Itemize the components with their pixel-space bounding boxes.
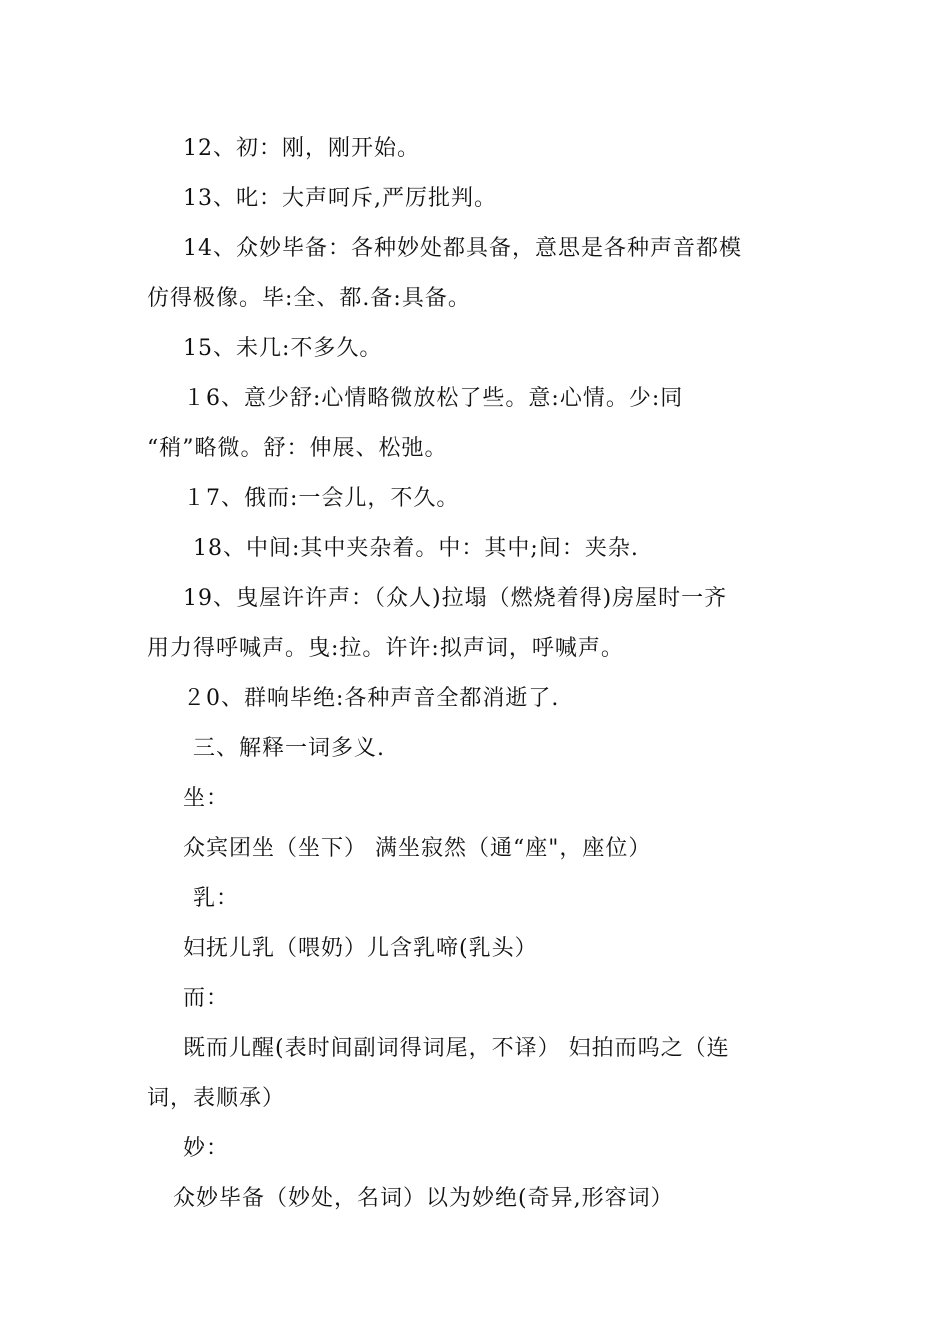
note-15: 15、未几:不多久。 [183,336,383,361]
word-ru: 乳： [193,886,240,911]
note-19-cont: 用力得呼喊声。曳:拉。许许:拟声词，呼喊声。 [147,636,624,661]
note-14: 14、众妙毕备：各种妙处都具备，意思是各种声音都模 [183,236,742,261]
note-19: 19、曳屋许许声：（众人)拉塌（燃烧着得)房屋时一齐 [183,586,728,611]
note-16-cont: “稍”略微。舒：伸展、松弛。 [147,436,448,461]
note-17: １7、俄而:一会儿，不久。 [183,486,460,511]
note-13: 13、叱：大声呵斥,严厉批判。 [183,186,497,211]
word-zuo: 坐： [183,786,230,811]
word-miao: 妙： [183,1136,230,1161]
note-12: 12、初：刚，刚开始。 [183,136,420,161]
note-20: ２0、群响毕绝:各种声音全都消逝了. [183,686,560,711]
note-14-cont: 仿得极像。毕:全、都.备:具备。 [147,286,471,311]
word-ru-examples: 妇抚儿乳（喂奶）儿含乳啼(乳头） [183,936,538,961]
word-miao-examples: 众妙毕备（妙处，名词）以为妙绝(奇异,形容词） [173,1186,674,1211]
word-er-examples-cont: 词，表顺承） [147,1086,286,1111]
word-er: 而： [183,986,230,1011]
note-18: 18、中间:其中夹杂着。中：其中;间：夹杂. [193,536,639,561]
word-zuo-examples: 众宾团坐（坐下） 满坐寂然（通“座"，座位） [183,836,652,861]
note-16: １6、意少舒:心情略微放松了些。意:心情。少:同 [183,386,684,411]
section-heading: 三、解释一词多义. [193,736,385,761]
word-er-examples: 既而儿醒(表时间副词得词尾，不译） 妇拍而呜之（连 [183,1036,730,1061]
